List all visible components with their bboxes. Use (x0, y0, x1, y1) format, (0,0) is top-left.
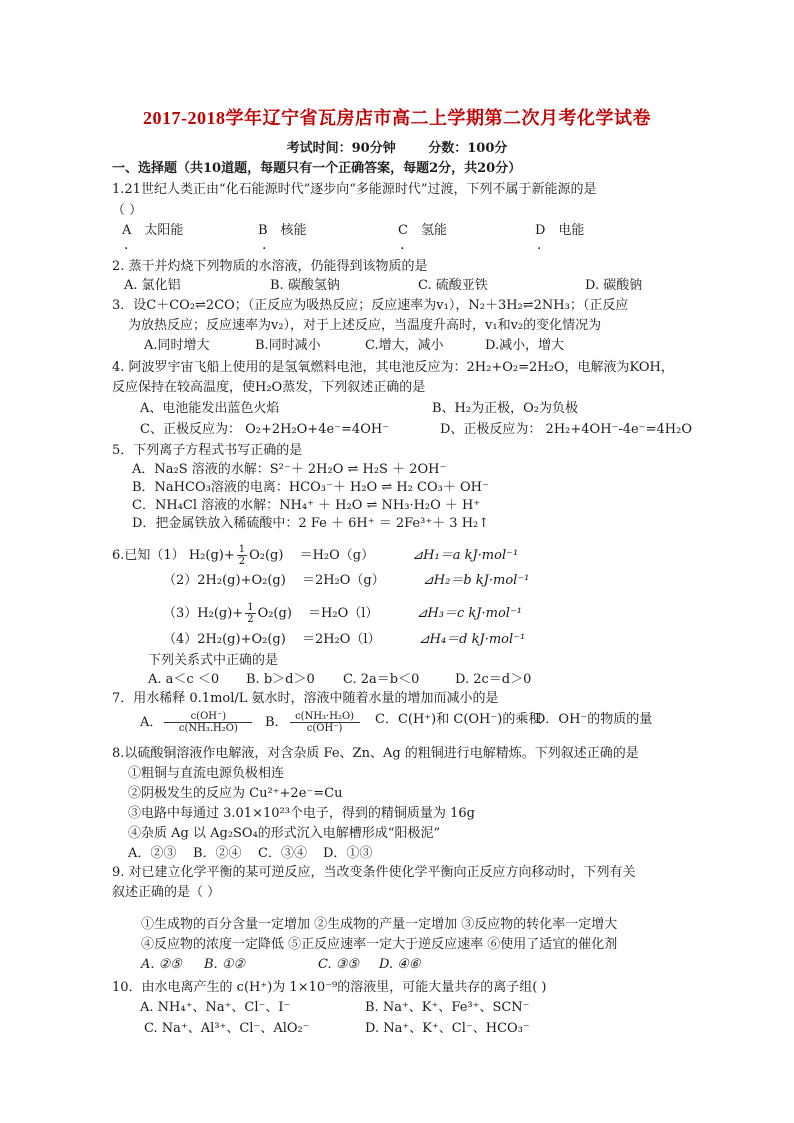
q3-option-c: C.增大，减小 (365, 338, 444, 353)
q8-stem: 8.以硫酸铜溶液作电解液，对含杂质 Fe、Zn、Ag 的粗铜进行电解精炼。下列叙述正确的是 (112, 746, 639, 761)
exam-time: 考试时间：90分钟 (286, 141, 396, 156)
q10-option-d: D. Na⁺、K⁺、Cl⁻、HCO₃⁻ (365, 1021, 530, 1036)
q8-option-d: D．①③ (323, 846, 373, 861)
q10-option-b: B. Na⁺、K⁺、Fe³⁺、SCN⁻ (365, 1000, 530, 1015)
q6-reaction-3: （3）H₂(g)+ $\frac{1}{2}$ O₂(g) ＝H₂O（l） ⊿H₃＝c kJ·mol⁻¹ (163, 602, 523, 625)
q1-stem: 1.21世纪人类正由“化石能源时代”逐步向“多能源时代”过渡，下列不属于新能源的是 (112, 182, 597, 197)
q2-option-a: A. 氯化铝 (124, 278, 181, 293)
q6-option-d: D. 2c＝d＞0 (455, 672, 532, 687)
q7-option-c: C．C(H⁺)和 C(OH⁻)的乘积 (375, 712, 542, 727)
q10-option-c: C. Na⁺、Al³⁺、Cl⁻、AlO₂⁻ (144, 1021, 310, 1036)
q5-option-b: B．NaHCO₃溶液的电离：HCO₃⁻＋ H₂O ⇌ H₂ CO₃＋ OH⁻ (132, 480, 489, 495)
q8-statement-4: ④杂质 Ag 以 Ag₂SO₄的形式沉入电解槽形成“阳极泥” (128, 826, 441, 841)
q10-stem: 10．由水电离产生的 c(H⁺)为 1×10⁻⁹的溶液里，可能大量共存的离子组( ) (112, 980, 547, 995)
q3-option-a: A.同时增大 (144, 338, 210, 353)
q6-reaction-2: （2）2H₂(g)+O₂(g) ＝2H₂O（g） ⊿H₂＝b kJ·mol⁻¹ (163, 573, 530, 588)
q4-option-a: A、电池能发出蓝色火焰 (140, 401, 280, 416)
q6-reaction-4: （4）2H₂(g)+O₂(g) ＝2H₂O（l） ⊿H₄＝d kJ·mol⁻¹ (163, 632, 526, 647)
q9-statements-1: ①生成物的百分含量一定增加 ②生成物的产量一定增加 ③反应物的转化率一定增大 (141, 917, 618, 932)
q8-statement-2: ②阴极发生的反应为 Cu²⁺+2e⁻=Cu (128, 786, 343, 801)
q3-option-d: D.减小，增大 (485, 338, 565, 353)
q2-stem: 2. 蒸干并灼烧下列物质的水溶液，仍能得到该物质的是 (112, 259, 428, 274)
q7-option-a: A． $\frac{c(OH^-)}{\text{c(NH₃.H₂O)}}$ (140, 711, 254, 734)
q9-option-b: B. ①② (204, 957, 246, 972)
q9-option-c: C. ③⑤ (318, 957, 360, 972)
q6-ask: 下列关系式中正确的是 (148, 653, 279, 668)
q6-r3-lhs: H₂(g)+ (197, 606, 244, 621)
q6-r2-rhs: ＝2H₂O（g） (301, 573, 385, 588)
q6-r2-lhs: 2H₂(g)+O₂(g) (197, 573, 286, 588)
q1-paren: （ ） (112, 203, 143, 218)
q6-r4-lhs: 2H₂(g)+O₂(g) (197, 632, 286, 647)
q6-r1-dh: ⊿H₁＝a kJ·mol⁻¹ (412, 548, 519, 563)
q6-r1-lhs2: O₂(g) (249, 548, 284, 563)
q3-line2: 为放热反应；反应速率为v₂），对于上述反应，当温度升高时，v₁和v₂的变化情况为 (128, 318, 602, 333)
dot-mark: · (400, 241, 405, 257)
q6-r2-dh: ⊿H₂＝b kJ·mol⁻¹ (422, 573, 530, 588)
q4-option-d: D、正极反应为： 2H₂+4OH⁻-4e⁻=4H₂O (440, 422, 692, 437)
fraction: $\frac{1}{2}$ (238, 544, 246, 567)
q5-stem: 5．下列离子方程式书写正确的是 (112, 443, 303, 458)
q6-reaction-1 (112, 544, 518, 567)
q9-line1: 9. 对已建立化学平衡的某可逆反应，当改变条件使化学平衡向正反应方向移动时，下列有关 (112, 865, 636, 880)
exam-title: 2017-2018学年辽宁省瓦房店市高二上学期第二次月考化学试卷 (143, 108, 651, 128)
q7-stem: 7．用水稀释 0.1mol/L 氨水时，溶液中随着水量的增加而减小的是 (112, 691, 499, 706)
q4-line2: 反应保持在较高温度，使H₂O蒸发，下列叙述正确的是 (112, 380, 426, 395)
q6-r3-rhs: ＝H₂O（l） (308, 606, 379, 621)
q6-r3-lhs2: O₂(g) (257, 606, 292, 621)
q6-option-a: A. a＜c ＜0 (148, 672, 220, 687)
q4-option-c: C、正极反应为： O₂+2H₂O+4e⁻=4OH⁻ (140, 422, 390, 437)
q7-option-d: D．OH⁻的物质的量 (535, 712, 653, 727)
q9-statements-2: ④反应物的浓度一定降低 ⑤正反应速率一定大于逆反应速率 ⑥使用了适宜的催化剂 (141, 937, 618, 952)
fraction: $\frac{c(OH^-)}{\text{c(NH₃.H₂O)}}$ (164, 711, 252, 734)
dot-mark: · (537, 241, 542, 257)
q6-r3-dh: ⊿H₃＝c kJ·mol⁻¹ (416, 606, 523, 621)
fraction: $\frac{\text{c(NH₃·H₂O)}}{c(OH^-)}$ (290, 711, 360, 734)
q6-intro: 6.已知（1） (112, 548, 185, 563)
q6-r4-rhs: ＝2H₂O（l） (301, 632, 381, 647)
fraction: $\frac{1}{2}$ (247, 602, 254, 625)
q5-option-d: D．把金属铁放入稀硫酸中：2 Fe ＋ 6H⁺ ＝ 2Fe³⁺＋ 3 H₂↑ (132, 516, 490, 531)
q8-option-b: B．②④ (193, 846, 242, 861)
q8-option-c: C．③④ (258, 846, 307, 861)
q6-r4-dh: ⊿H₄＝d kJ·mol⁻¹ (418, 632, 526, 647)
exam-info (0, 137, 794, 156)
q2-option-b: B. 碳酸氢钠 (270, 278, 340, 293)
q3-option-b: B.同时减小 (255, 338, 321, 353)
q8-statement-3: ③电路中每通过 3.01×10²³个电子，得到的精铜质量为 16g (128, 806, 475, 821)
section-heading: 一、选择题（共10道题，每题只有一个正确答案，每题2分，共20分） (112, 161, 522, 176)
q9-option-a: A. ②⑤ (141, 957, 182, 972)
q6-option-c: C. 2a＝b＜0 (343, 672, 420, 687)
q9-line2: 叙述正确的是（ ） (112, 885, 221, 900)
q1-option-b: B 核能 (258, 223, 307, 238)
q5-option-c: C．NH₄Cl 溶液的水解：NH₄⁺ ＋ H₂O ⇌ NH₃·H₂O ＋ H⁺ (132, 498, 481, 513)
q4-line1: 4. 阿波罗宇宙飞船上使用的是氢氧燃料电池，其电池反应为：2H₂+O₂=2H₂O，电解液为KOH， (112, 360, 674, 375)
q6-option-b: B. b＞d＞0 (246, 672, 315, 687)
q1-option-c: C 氢能 (398, 223, 447, 238)
q6-r1-lhs: H₂(g)+ (188, 548, 235, 563)
q5-option-a: A．Na₂S 溶液的水解：S²⁻＋ 2H₂O ⇌ H₂S ＋ 2OH⁻ (132, 462, 447, 477)
dot-mark: · (124, 241, 129, 257)
q8-option-a: A．②③ (128, 846, 177, 861)
q2-option-d: D. 碳酸钠 (585, 278, 643, 293)
q9-option-d: D. ④⑥ (379, 957, 421, 972)
q10-option-a: A. NH₄⁺、Na⁺、Cl⁻、I⁻ (140, 1000, 291, 1015)
q1-option-d: D 电能 (535, 223, 585, 238)
dot-mark: · (262, 241, 267, 257)
q1-option-a: A 太阳能 (122, 223, 184, 238)
q7-option-b: B． $\frac{\text{c(NH₃·H₂O)}}{c(OH^-)}$ (265, 711, 362, 734)
q2-option-c: C. 硫酸亚铁 (418, 278, 488, 293)
q8-statement-1: ①粗铜与直流电源负极相连 (128, 766, 285, 781)
q4-option-b: B、H₂为正极，O₂为负极 (432, 401, 578, 416)
exam-score: 分数：100分 (428, 141, 508, 156)
q6-r1-rhs: ＝H₂O（g） (299, 548, 375, 563)
q3-line1: 3．设C＋CO₂⇌2CO；（正反应为吸热反应；反应速率为v₁），N₂＋3H₂⇌2NH₃；（正反应 (112, 298, 629, 313)
